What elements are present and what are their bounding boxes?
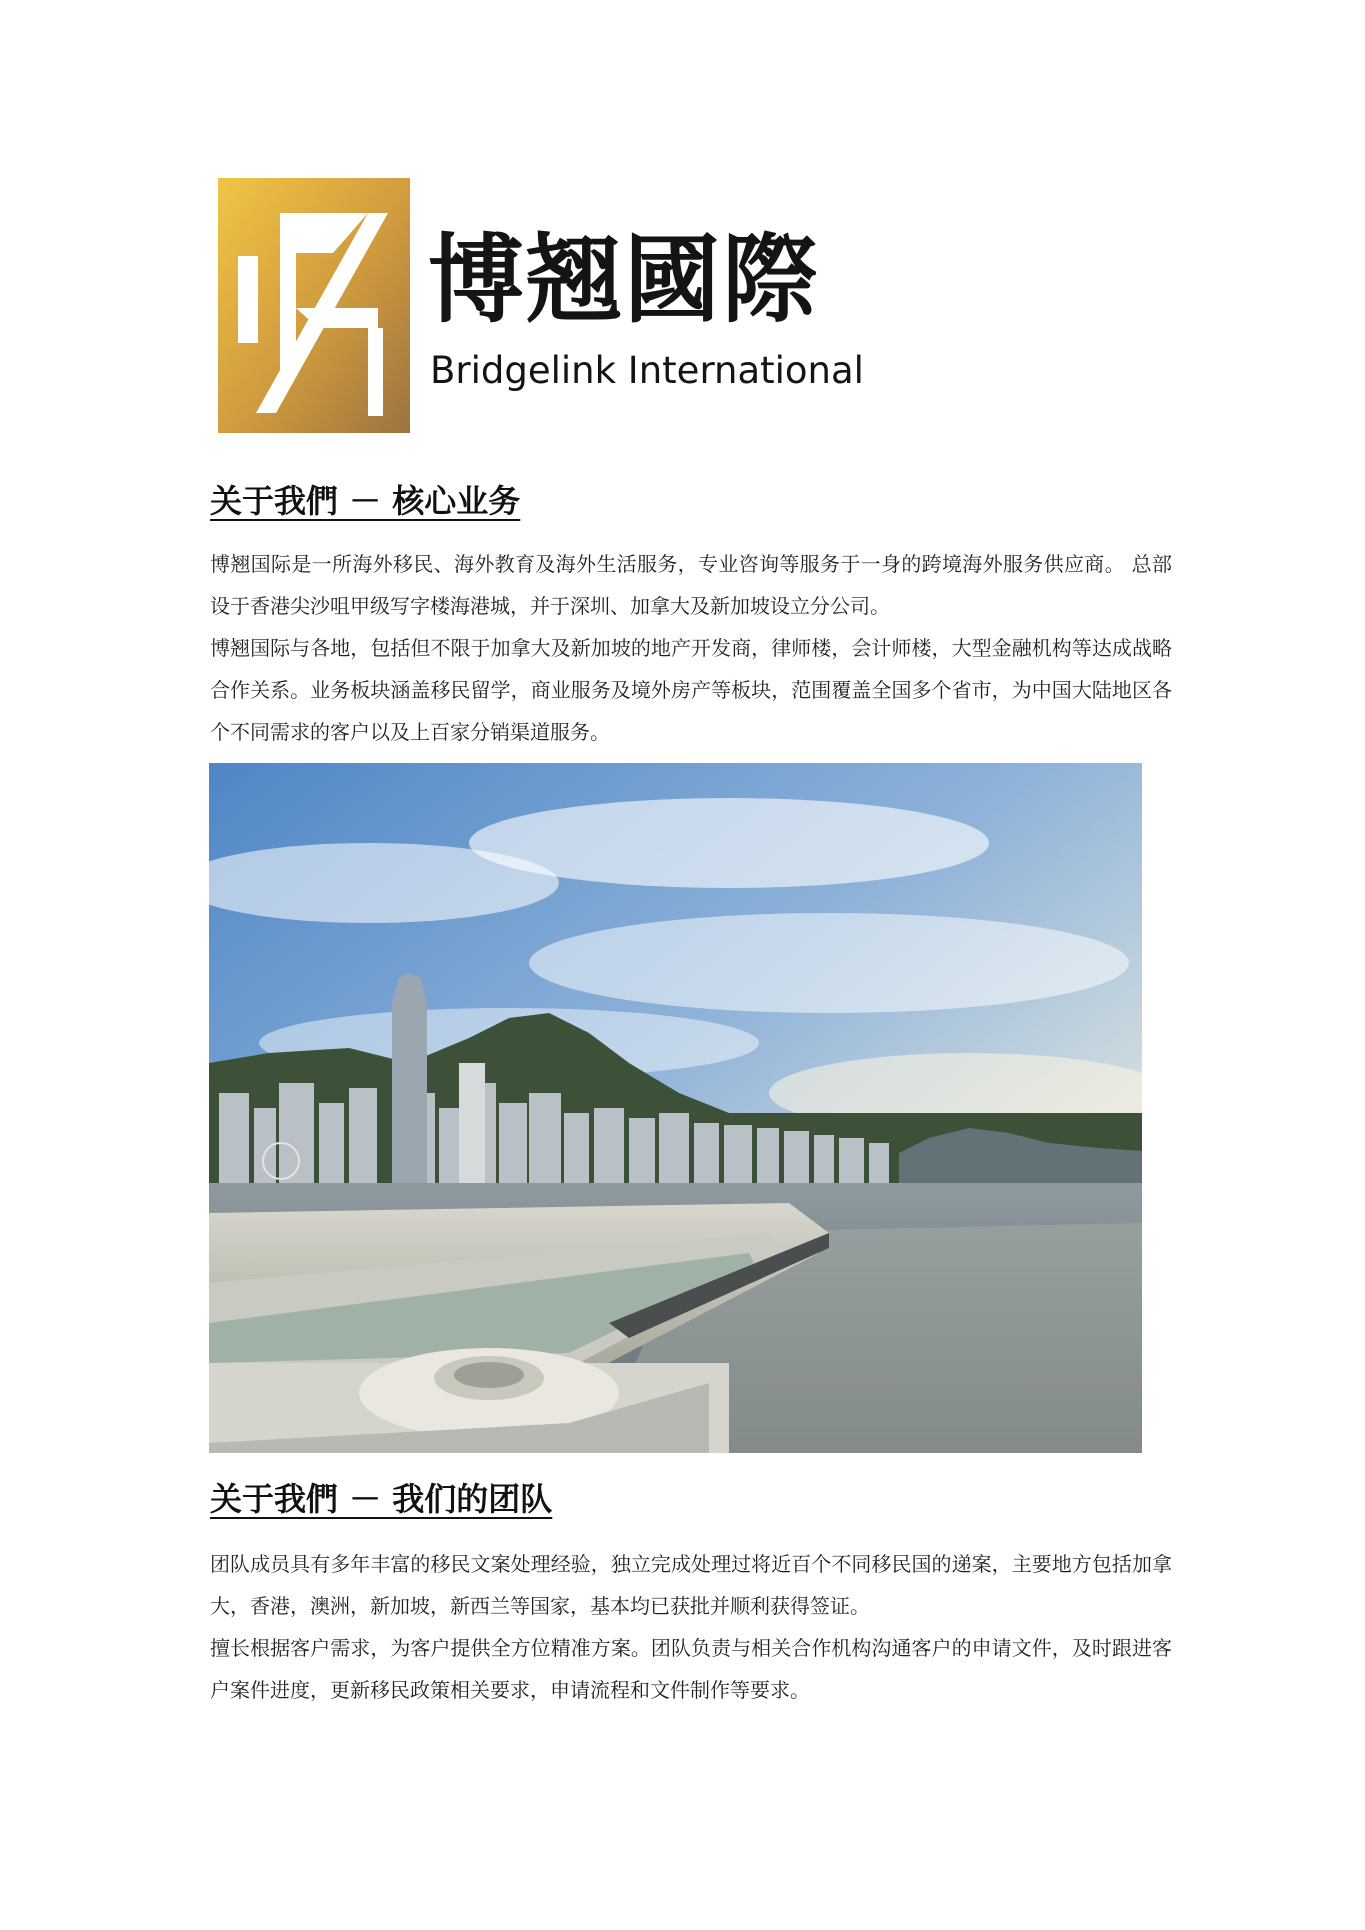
- team-paragraph-2: 擅长根据客户需求，为客户提供全方位精准方案。团队负责与相关合作机构沟通客户的申请文件，及时跟进客户案件进度，更新移民政策相关要求，申请流程和文件制作等要求。: [210, 1636, 1172, 1702]
- core-business-paragraph-2: 博翘国际与各地，包括但不限于加拿大及新加坡的地产开发商，律师楼，会计师楼，大型金融机构等达成战略合作关系。业务板块涵盖移民留学，商业服务及境外房产等板块，范围覆盖全国多个省市，为中国大陆地区各个不同需求的客户以及上百家分销渠道服务。: [210, 636, 1172, 744]
- logo-english-name: Bridgelink International: [430, 349, 864, 392]
- section-heading-core-business: 关于我們 － 核心业务: [210, 482, 521, 520]
- logo-chinese-name: 博翘國際: [428, 224, 820, 336]
- harbour-skyline-image: [209, 763, 1142, 1453]
- team-paragraph-1: 团队成员具有多年丰富的移民文案处理经验，独立完成处理过将近百个不同移民国的递案，主要地方包括加拿大，香港，澳洲，新加坡，新西兰等国家，基本均已获批并顺利获得签证。: [210, 1552, 1172, 1618]
- section-heading-our-team: 关于我們 － 我们的团队: [210, 1480, 553, 1518]
- bridgelink-logo-mark-icon: [218, 178, 410, 433]
- company-logo: [210, 170, 864, 440]
- core-business-paragraph-1: 博翘国际是一所海外移民、海外教育及海外生活服务，专业咨询等服务于一身的跨境海外服务供应商。 总部设于香港尖沙咀甲级写字楼海港城，并于深圳、加拿大及新加坡设立分公司。: [210, 552, 1172, 618]
- hong-kong-harbour-photo: [209, 763, 1142, 1453]
